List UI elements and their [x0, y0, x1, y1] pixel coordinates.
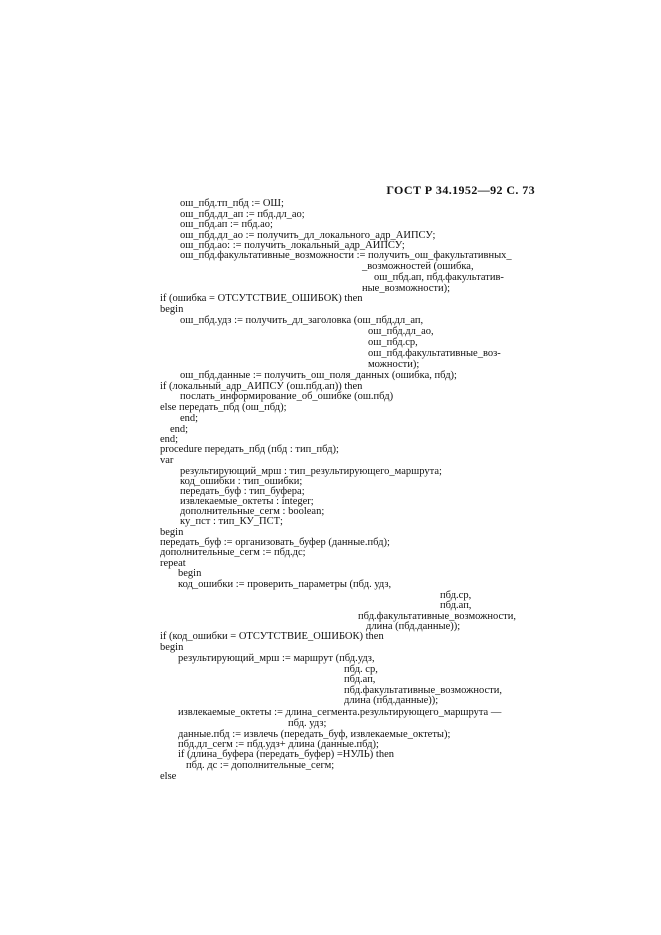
code-line: ош_пбд.дл_ао := получить_дл_локального_адр_АИПСУ;: [180, 230, 436, 241]
code-line: var: [160, 455, 174, 466]
code-line: пбд. удз;: [288, 718, 327, 729]
code-line: else: [160, 771, 177, 782]
code-line: пбд.ап,: [440, 600, 472, 611]
code-line: пбд. ср,: [344, 664, 378, 675]
code-line: извлекаемые_октеты : integer;: [180, 496, 314, 507]
code-line: if (локальный_адр_АИПСУ (ош.пбд.ап)) then: [160, 381, 363, 392]
code-line: ош_пбд.ап := пбд.ао;: [180, 219, 273, 230]
code-line: дополнительные_сегм := пбд.дс;: [160, 547, 306, 558]
code-line: ош_пбд.ап, пбд.факультатив-: [374, 272, 504, 283]
code-line: _возможностей (ошибка,: [362, 261, 474, 272]
code-line: дополнительные_сегм : boolean;: [180, 506, 325, 517]
code-line: пбд.факультативные_возможности,: [358, 611, 517, 622]
code-line: if (код_ошибки = ОТСУТСТВИЕ_ОШИБОК) then: [160, 631, 384, 642]
code-line: код_ошибки := проверить_параметры (пбд. удз,: [178, 579, 392, 590]
code-line: ные_возможности);: [362, 283, 451, 294]
code-line: begin: [160, 527, 184, 538]
code-line: ош_пбд.удз := получить_дл_заголовка (ош_пбд.дл_ап,: [180, 315, 424, 326]
code-line: ку_пст : тип_КУ_ПСТ;: [180, 516, 283, 527]
code-line: end;: [160, 434, 179, 445]
code-line: procedure передать_пбд (пбд : тип_пбд);: [160, 444, 339, 455]
code-line: пбд.факультативные_возможности,: [344, 685, 503, 696]
code-line: извлекаемые_октеты := длина_сегмента.результирующего_маршрута —: [178, 707, 502, 718]
code-line: ош_пбд.ао: := получить_локальный_адр_АИПСУ;: [180, 240, 405, 251]
code-line: ош_пбд.данные := получить_ош_поля_данных (ошибка, пбд);: [180, 370, 457, 381]
code-line: данные.пбд := извлечь (передать_буф, извлекаемые_октеты);: [178, 729, 451, 740]
code-line: begin: [160, 304, 184, 315]
code-line: пбд. дс := дополнительные_сегм;: [186, 760, 335, 771]
code-line: пбд.дл_сегм := пбд.удз+ длина (данные.пбд);: [178, 739, 379, 750]
code-line: результирующий_мрш : тип_результирующего_маршрута;: [180, 466, 442, 477]
code-line: длина (пбд.данные));: [366, 621, 461, 632]
code-line: else передать_пбд (ош_пбд);: [160, 402, 287, 413]
code-line: пбд.ап,: [344, 674, 376, 685]
page-header: ГОСТ Р 34.1952—92 С. 73: [386, 183, 535, 197]
code-line: результирующий_мрш := маршрут (пбд.удз,: [178, 653, 375, 664]
code-line: end;: [170, 424, 189, 435]
code-line: передать_буф : тип_буфера;: [180, 486, 305, 497]
code-line: длина (пбд.данные));: [344, 695, 439, 706]
code-line: end;: [180, 413, 199, 424]
code-line: ош_пбд.факультативные_возможности := получить_ош_факультативных_: [180, 250, 512, 261]
code-line: begin: [160, 642, 184, 653]
code-line: ош_пбд.факультативные_воз-: [368, 348, 501, 359]
code-line: if (длина_буфера (передать_буфер) =НУЛЬ) then: [178, 749, 394, 760]
code-line: if (ошибка = ОТСУТСТВИЕ_ОШИБОК) then: [160, 293, 363, 304]
code-line: передать_буф := организовать_буфер (данные.пбд);: [160, 537, 390, 548]
code-line: ош_пбд.тп_пбд := ОШ;: [180, 198, 284, 209]
code-line: repeat: [160, 558, 186, 569]
code-line: пбд.ср,: [440, 590, 472, 601]
code-line: ош_пбд.дл_ао,: [368, 326, 434, 337]
code-line: послать_информирование_об_ошибке (ош.пбд): [180, 391, 394, 402]
code-line: можности);: [368, 359, 420, 370]
code-line: код_ошибки : тип_ошибки;: [180, 476, 303, 487]
code-line: ош_пбд.ср,: [368, 337, 418, 348]
code-line: ош_пбд.дл_ап := пбд.дл_ао;: [180, 209, 305, 220]
code-line: begin: [178, 568, 202, 579]
